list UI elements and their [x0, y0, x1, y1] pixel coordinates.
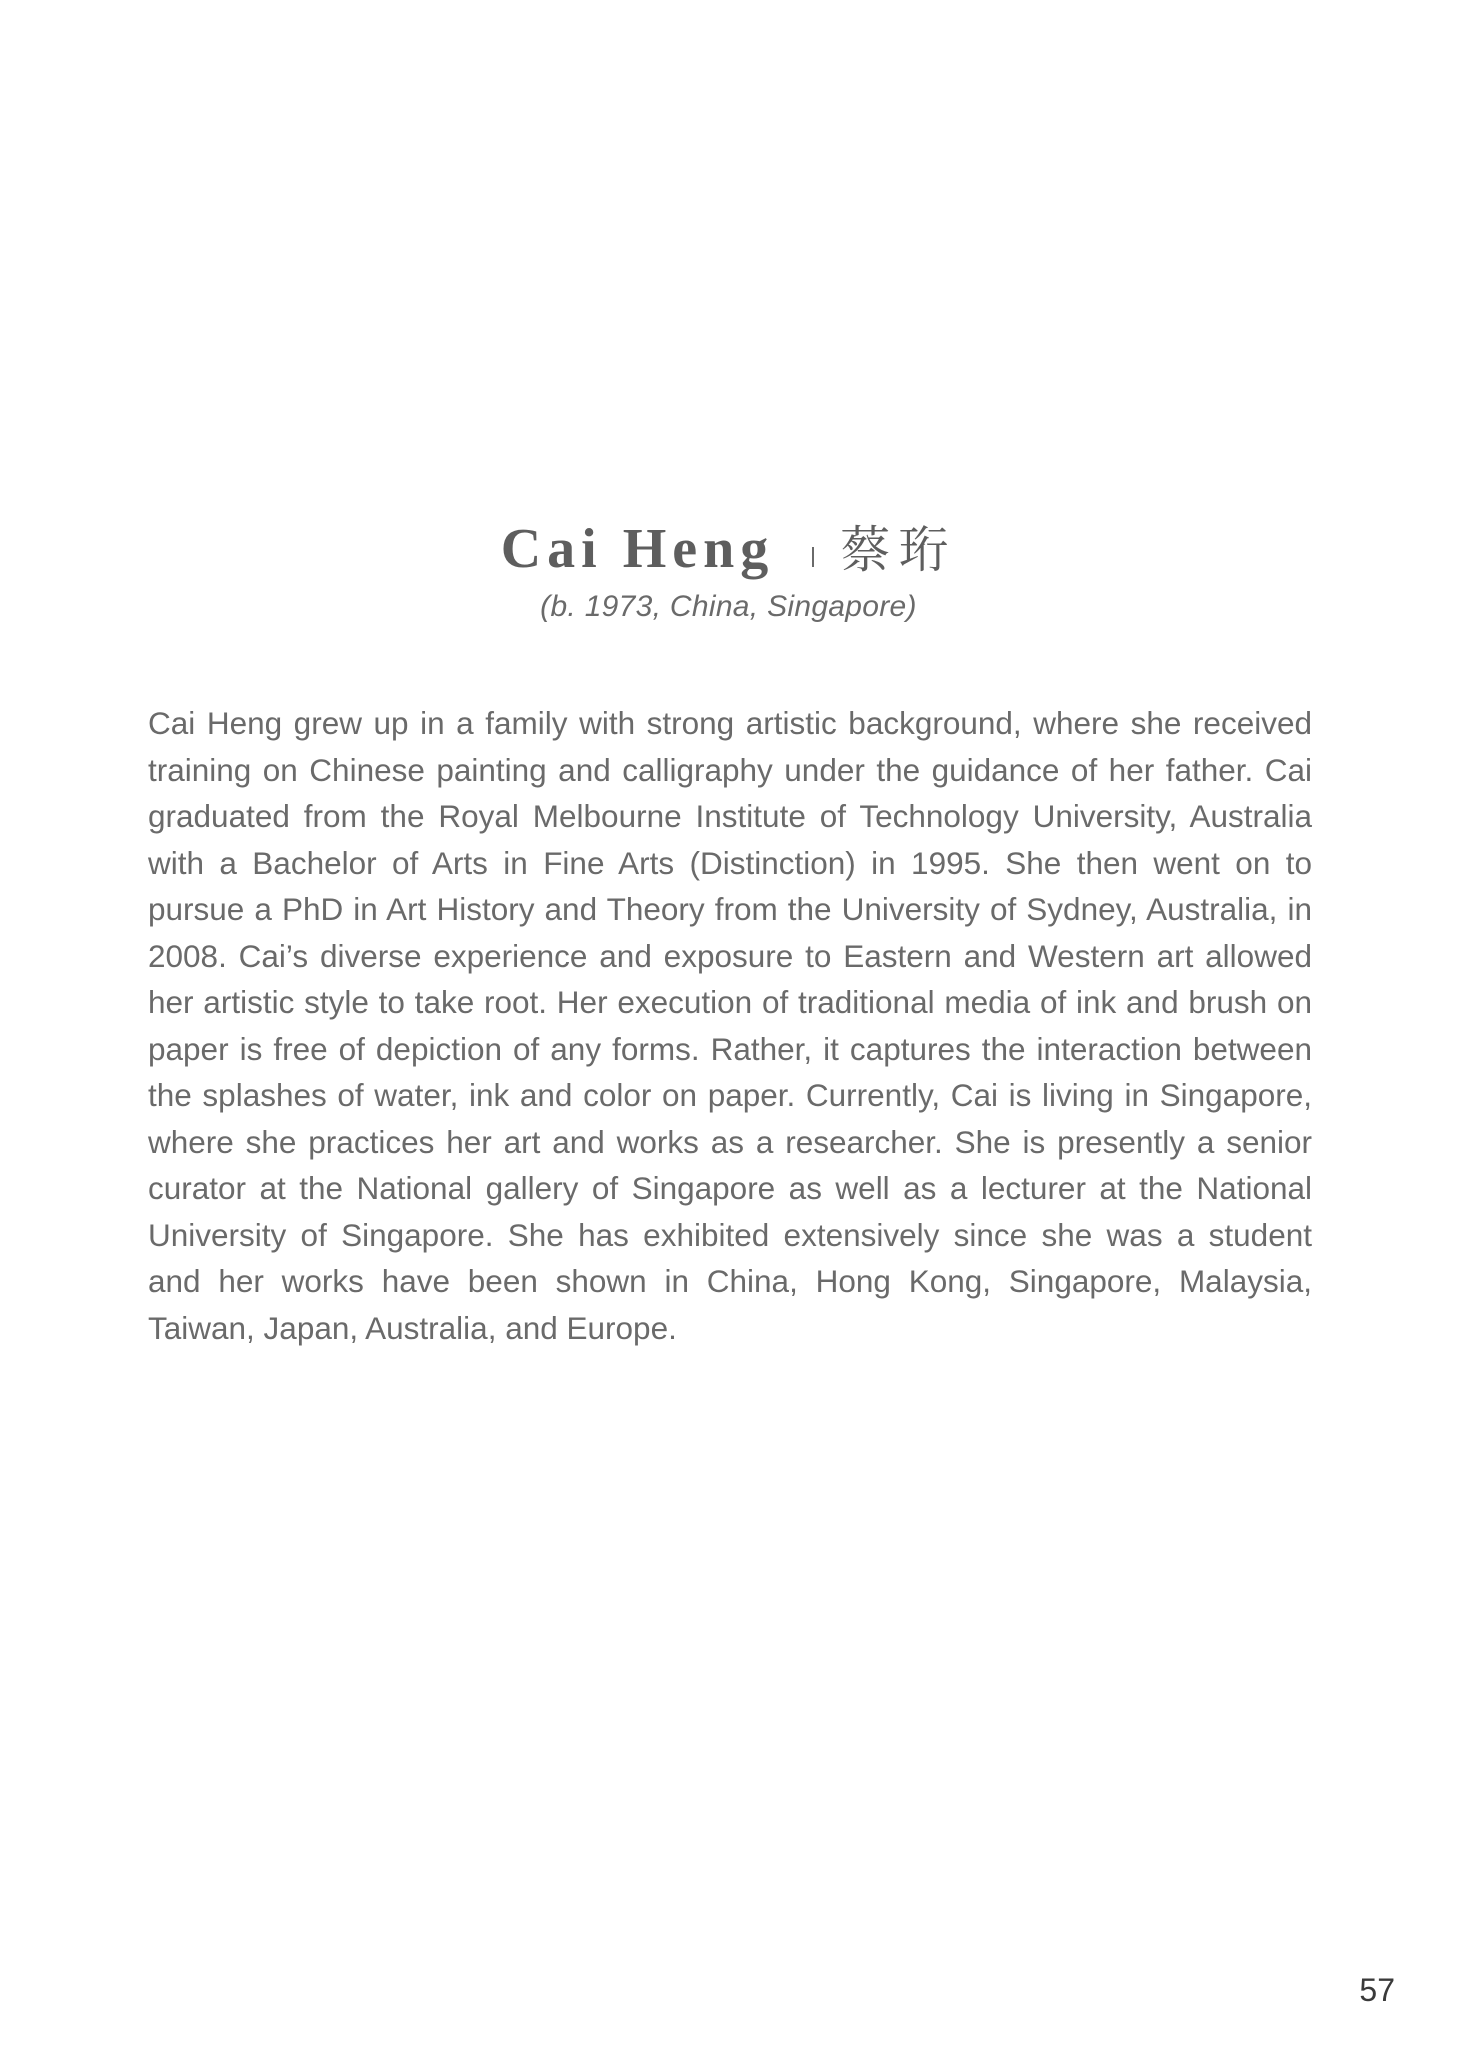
title-separator	[812, 547, 814, 567]
artist-biography: Cai Heng grew up in a family with strong artistic background, where she received training on Chinese painting and calligraphy under the guidance of her father. Cai graduated from the Royal Melbourne Institute of Technology University, Australia with a Bachelor of Arts in Fine Arts (Distinction) in 1995. She then went on to pursue a PhD in Art History and Theory from the University of Sydney, Australia, in 2008. Cai’s diverse experience and exposure to Eastern and Western art allowed her artistic style to take root. Her execution of traditional media of ink and brush on paper is free of depiction of any forms. Rather, it captures the interaction between the splashes of water, ink and color on paper. Currently, Cai is living in Singapore, where she practices her art and works as a researcher. She is presently a senior curator at the National gallery of Singapore as well as a lecturer at the National University of Singapore. She has exhibited extensively since she was a student and her works have been shown in China, Hong Kong, Singapore, Malaysia, Taiwan, Japan, Australia, and Europe.	[148, 705, 1312, 1346]
artist-title	[0, 510, 1457, 582]
artist-name-chinese: 蔡珩	[840, 521, 957, 579]
artist-name-english: Cai Heng	[500, 518, 775, 580]
page-number: 57	[1359, 1972, 1395, 2008]
artist-header	[0, 510, 1457, 624]
artist-birth-info: (b. 1973, China, Singapore)	[540, 590, 917, 623]
